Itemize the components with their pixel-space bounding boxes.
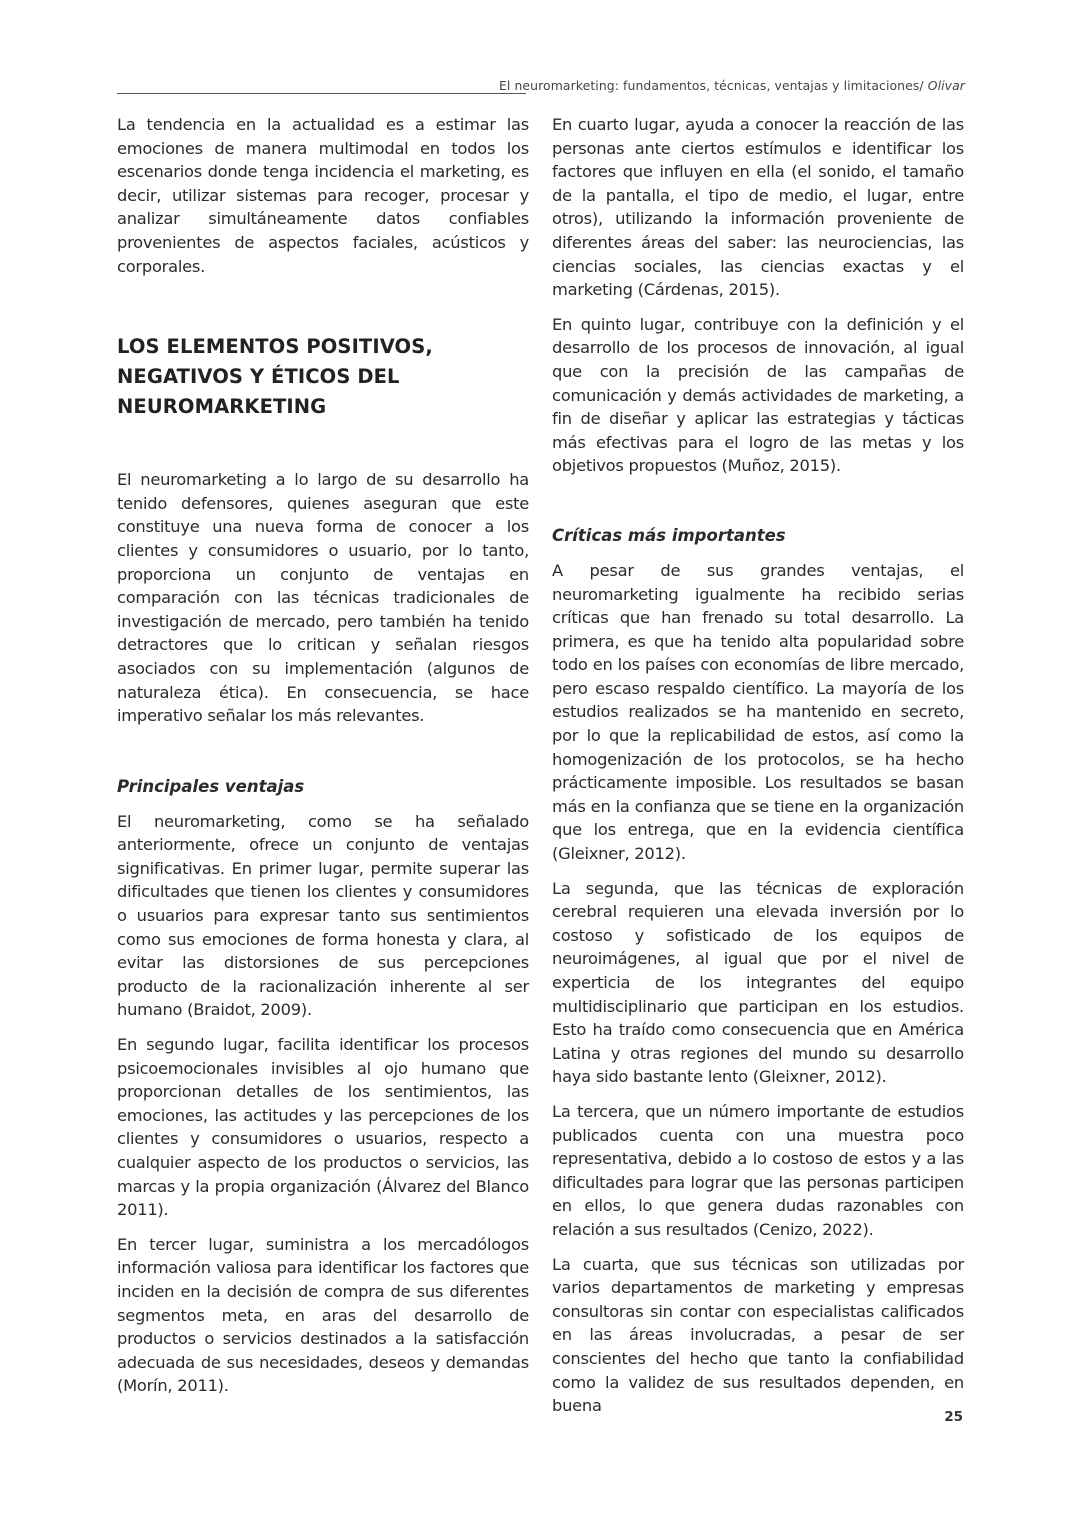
right-column <box>552 113 964 1429</box>
advantages-paragraph-2: En segundo lugar, facilita identificar los procesos psicoemocionales invisibles al ojo humano que proporcionan detalles de los sentimientos, las emociones, las actitudes y las percepciones de los clientes y consumidores o usuarios, respecto a cualquier aspecto de los productos o servicios, las marcas y la propia organización (Álvarez del Blanco 2011). <box>117 1035 529 1220</box>
running-header <box>117 76 965 96</box>
header-author: Olivar <box>927 78 965 93</box>
criticisms-paragraph-1: A pesar de sus grandes ventajas, el neuromarketing igualmente ha recibido serias críticas que han frenado su total desarrollo. La primera, es que ha tenido alta popularidad sobre todo en los países con economías de libre mercado, pero escaso respaldo científico. La mayoría de los estudios realizados se ha mantenido en secreto, por lo que la replicabilidad de estos, así como la homogenización de los protocolos, se ha hecho prácticamente imposible. Los resultados se basan más en la confianza que se tiene en la organización que los entrega, que en la evidencia científica (Gleixner, 2012). <box>552 560 964 864</box>
advantages-paragraph-1: El neuromarketing, como se ha señalado anteriormente, ofrece un conjunto de ventajas significativas. En primer lugar, permite superar las dificultades que tienen los clientes y consumidores o usuarios para expresar tanto sus sentimientos como sus emociones de forma honesta y clara, al evitar las distorsiones de sus percepciones producto de la racionalización inherente al ser humano (Braidot, 2009). <box>117 811 529 1020</box>
advantages-paragraph-5: En quinto lugar, contribuye con la definición y el desarrollo de los procesos de innovación, al igual que con la precisión de las campañas de comunicación y demás actividades de marketing, a fin de diseñar y aplicar las estrategias y tácticas más efectivas para el logro de las metas y los objetivos propuestos (Muñoz, 2015). <box>552 314 964 476</box>
left-column <box>117 113 529 1409</box>
page-number: 25 <box>944 1409 963 1425</box>
section-heading: LOS ELEMENTOS POSITIVOS, NEGATIVOS Y ÉTICOS DEL NEUROMARKETING <box>117 335 433 419</box>
header-rule <box>117 93 526 94</box>
criticisms-paragraph-4: La cuarta, que sus técnicas son utilizadas por varios departamentos de marketing y empresas consultoras sin contar con especialistas calificados en las áreas involucradas, a pesar de ser conscientes del hecho que tanto la confiabilidad como la validez de sus resultados dependen, en buena <box>552 1254 964 1416</box>
section-paragraph: El neuromarketing a lo largo de su desarrollo ha tenido defensores, quienes aseguran que este constituye una nueva forma de conocer a los clientes y consumidores o usuario, por lo tanto, proporciona un conjunto de ventajas en comparación con las técnicas tradicionales de investigación de mercado, pero también ha tenido detractores que lo critican y señalan riesgos asociados con su implementación (algunos de naturaleza ética). En consecuencia, se hace imperativo señalar los más relevantes. <box>117 470 529 726</box>
criticisms-paragraph-3: La tercera, que un número importante de estudios publicados cuenta con una muestra poco representativa, debido a lo costoso de estos y a las dificultades para lograr que las personas participen en ellos, lo que genera dudas razonables con relación a sus resultados (Cenizo, 2022). <box>552 1101 964 1239</box>
advantages-paragraph-3: En tercer lugar, suministra a los mercadólogos información valiosa para identificar los factores que inciden en la decisión de compra de sus diferentes segmentos meta, en aras del desarrollo de productos o servicios destinados a la satisfacción adecuada de sus necesidades, deseos y demandas (Morín, 2011). <box>117 1234 529 1396</box>
advantages-paragraph-4: En cuarto lugar, ayuda a conocer la reacción de las personas ante ciertos estímulos e identificar los factores que influyen en ella (el sonido, el tamaño de la pantalla, el tipo de medio, el lugar, entre otros), utilizando la información proveniente de diferentes áreas del saber: las neurociencias, las ciencias sociales, las ciencias exactas y el marketing (Cárdenas, 2015). <box>552 115 964 300</box>
criticisms-paragraph-2: La segunda, que las técnicas de exploración cerebral requieren una elevada inversión por lo costoso y sofisticado de los equipos de neuroimágenes, al igual que por el nivel de experticia de los integrantes del equipo multidisciplinario que participan en los estudios. Esto ha traído como consecuencia que en América Latina y otras regiones del mundo su desarrollo haya sido bastante lento (Gleixner, 2012). <box>552 878 964 1087</box>
subheading-advantages: Principales ventajas <box>117 776 305 796</box>
intro-paragraph: La tendencia en la actualidad es a estimar las emociones de manera multimodal en todos los escenarios donde tenga incidencia el marketing, es decir, utilizar sistemas para recoger, procesar y analizar simultáneamente datos confiables provenientes de aspectos faciales, acústicos y corporales. <box>117 115 529 276</box>
header-text <box>499 78 965 93</box>
subheading-criticisms: Críticas más importantes <box>552 525 786 545</box>
header-running-title: El neuromarketing: fundamentos, técnicas, ventajas y limitaciones/ <box>498 78 924 93</box>
